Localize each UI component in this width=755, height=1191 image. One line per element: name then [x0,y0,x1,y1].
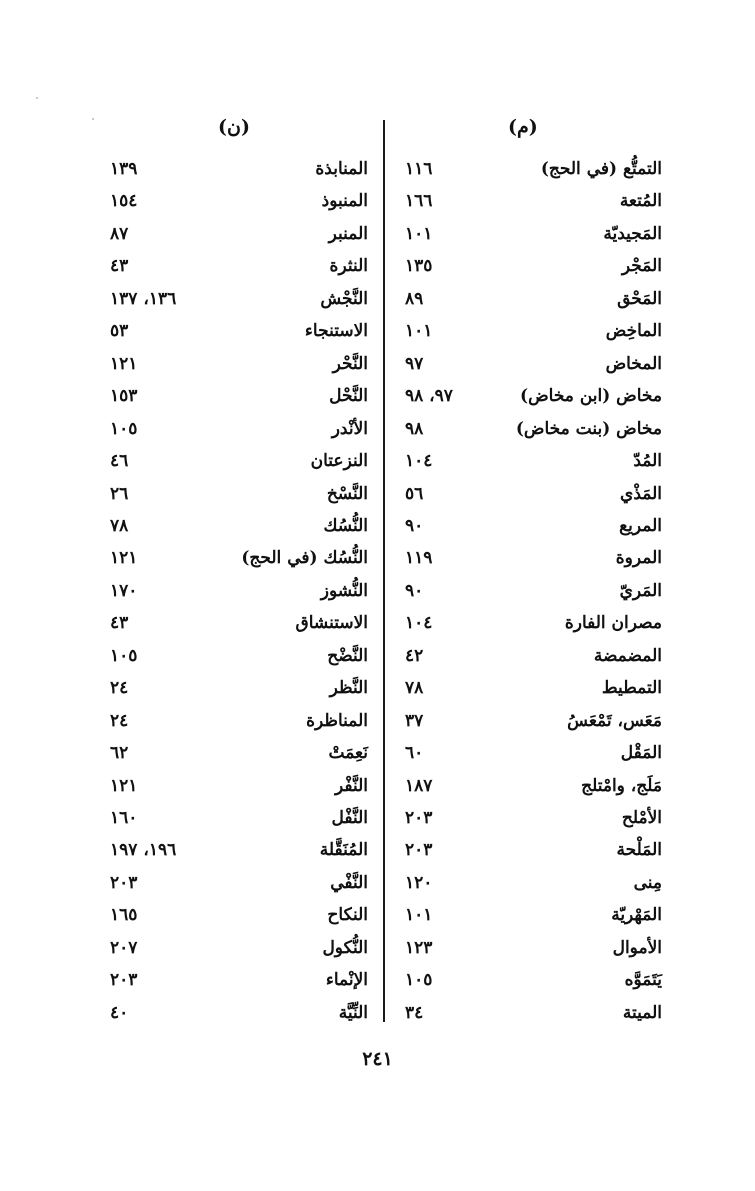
index-entry [110,900,368,930]
index-entry [405,998,662,1028]
index-term: مصران الفارة [564,613,662,634]
index-entry [405,543,662,573]
index-entry [110,543,368,573]
index-entry [405,349,662,379]
index-term: الإنْماء [325,970,368,991]
index-term: الأمْلح [621,808,662,828]
index-page-refs: ١٩٦، ١٩٧ [110,840,177,861]
index-term: المضمضة [593,645,662,666]
index-page-refs: ٩٠ [405,580,424,601]
index-term: المَهْريّة [611,905,662,926]
index-term: النَّضْح [327,645,368,666]
index-term: المنابذة [315,159,368,179]
index-entry [405,641,662,671]
index-page-refs: ١٠٥ [110,418,138,439]
index-entry [405,284,662,314]
index-entry [110,316,368,346]
index-page-refs: ٤٦ [110,451,129,472]
index-term: الأنْدر [331,418,368,439]
index-page-refs: ١٠٤ [405,613,433,634]
index-page-refs: ٢٦ [110,483,129,504]
index-entry [405,900,662,930]
index-page-refs: ١٠١ [405,223,433,244]
index-term: المَقْل [620,743,662,764]
index-entry [405,608,662,638]
index-term: النثرة [329,256,368,277]
index-page-refs: ٧٨ [110,515,129,536]
index-page-refs: ١٢٣ [405,937,433,958]
index-page-refs: ٤٣ [110,256,129,277]
page-number: ٢٤١ [362,1048,393,1070]
index-page-refs: ٢٠٧ [110,937,138,958]
index-term: المنبر [328,223,368,244]
index-term: المنبوذ [321,191,368,212]
index-page-refs: ١٧٠ [110,580,138,601]
index-entry [405,803,662,833]
index-term: يَتَمَوَّه [624,970,662,991]
index-entry [110,479,368,509]
index-page-refs: ١٠٥ [110,645,138,666]
speck-mark [92,118,94,120]
index-page-refs: ٢٠٣ [110,872,138,893]
index-term: المَذْي [620,483,662,504]
index-entry [110,511,368,541]
index-page-refs: ١١٩ [405,548,433,569]
index-term: النُّسُك (في الحج) [241,548,368,569]
index-entry [110,219,368,249]
index-term: الاستنجاء [304,321,368,342]
index-entry [110,803,368,833]
index-entry [110,933,368,963]
index-entry [405,154,662,184]
index-term: التمتُّع (في الحج) [540,159,662,179]
index-entry [110,381,368,411]
index-entry [405,414,662,444]
index-page-refs: ٩٧ [405,353,424,374]
index-page-refs: ٨٧ [110,223,129,244]
index-entry [405,251,662,281]
index-entry [405,965,662,995]
right-column-header: (م) [508,116,538,138]
index-term: النُّكول [322,937,368,958]
index-entry [110,673,368,703]
speck-mark [36,97,38,99]
index-term: الاستنشاق [295,613,368,634]
index-page-refs: ٩٠ [405,515,424,536]
index-term: المَحْق [617,288,662,309]
index-entry [110,576,368,606]
index-page-refs: ٦٠ [405,743,424,764]
index-entry [405,706,662,736]
index-page-refs: ٥٣ [110,321,129,342]
index-page-refs: ١٢١ [110,548,138,569]
index-page-refs: ١٥٣ [110,386,138,407]
index-entry [110,349,368,379]
index-entry [110,154,368,184]
index-entry [110,706,368,736]
index-entry [405,186,662,216]
index-term: المخاض [605,353,662,374]
index-term: المروة [615,548,662,569]
index-term: المَجيديّة [603,223,662,244]
index-page-refs: ٣٧ [405,710,424,731]
index-page-refs: ١١٦ [405,159,433,179]
index-term: مخاض (ابن مخاض) [520,386,662,407]
index-page-refs: ٨٩ [405,288,424,309]
index-term: النَّفْل [331,808,368,828]
index-term: النَّسْخ [326,483,368,504]
index-entry [110,608,368,638]
index-term: المُدّ [633,451,662,472]
index-page-refs: ٢٠٣ [110,970,138,991]
index-entry [405,933,662,963]
index-entry [110,446,368,476]
index-entry [405,446,662,476]
index-term: النُّشوز [320,580,368,601]
index-page-refs: ٣٤ [405,1002,424,1023]
index-entry [405,868,662,898]
index-page-refs: ٢٤ [110,710,129,731]
index-term: التمطيط [601,678,662,699]
index-page-refs: ١٠١ [405,905,433,926]
index-page-refs: ٢٠٣ [405,840,433,861]
index-term: النَّجْش [320,288,368,309]
index-page-refs: ٢٤ [110,678,129,699]
index-term: النِّيَّة [338,1002,368,1023]
index-entry [110,998,368,1028]
index-entry [110,965,368,995]
index-term: المناظرة [306,710,368,731]
index-term: مخاض (بنت مخاض) [515,418,662,439]
left-column-header: (ن) [218,116,250,138]
index-entry [405,316,662,346]
index-entry [110,835,368,865]
index-page-refs: ١٣٦، ١٣٧ [110,288,177,309]
index-term: النَّفْر [334,775,368,796]
index-term: المَريّ [619,580,662,601]
index-term: النزعتان [310,451,368,472]
index-page-refs: ٩٨ [405,418,424,439]
index-term: الأموال [612,937,662,958]
index-term: مِنى [633,872,662,893]
index-term: النَّحْر [332,353,368,374]
index-page-refs: ١٥٤ [110,191,138,212]
index-page-refs: ١٦٥ [110,905,138,926]
index-term: الميتة [622,1002,662,1023]
column-divider [383,120,385,1022]
index-term: مَعَس، تَمْعَسُ [567,710,662,731]
index-entry [405,576,662,606]
index-term: النَّظر [329,678,368,699]
index-page-refs: ١٨٧ [405,775,433,796]
index-term: النُّسُك [323,515,368,536]
index-entry [405,771,662,801]
index-page-refs: ١٦٦ [405,191,433,212]
index-term: نَعِمَتْ [328,743,368,764]
index-entry [110,186,368,216]
index-page-refs: ٢٠٣ [405,808,433,828]
index-term: النَّفْي [330,872,368,893]
index-term: النَّحْل [329,386,368,407]
index-entry [110,414,368,444]
index-entry [110,868,368,898]
index-entry [405,835,662,865]
index-page-refs: ١٣٥ [405,256,433,277]
index-term: المَجْر [621,256,662,277]
index-page-refs: ٤٣ [110,613,129,634]
index-term: المُنَقَّلة [319,840,368,861]
index-term: الماخِض [605,321,662,342]
index-page-refs: ٩٧، ٩٨ [405,386,453,407]
index-page-refs: ١٠٤ [405,451,433,472]
index-entry [110,251,368,281]
index-page-refs: ١٢١ [110,353,138,374]
index-entry [405,219,662,249]
index-page-refs: ٦٢ [110,743,129,764]
index-page-refs: ١٦٠ [110,808,138,828]
index-entry [110,641,368,671]
index-term: مَلَج، وامْتلج [581,775,662,796]
index-term: المَلْحة [616,840,662,861]
index-entry [405,738,662,768]
index-page-refs: ١٣٩ [110,159,138,179]
index-entry [110,771,368,801]
index-page-refs: ١٠٥ [405,970,433,991]
index-page-refs: ٤٢ [405,645,424,666]
index-entry [110,284,368,314]
index-page-refs: ١٢٠ [405,872,433,893]
index-page-refs: ١٠١ [405,321,433,342]
index-entry [405,511,662,541]
index-page-refs: ٤٠ [110,1002,129,1023]
index-term: المريع [619,515,662,536]
index-entry [405,479,662,509]
index-term: المُتعة [619,191,662,212]
index-page-refs: ٥٦ [405,483,424,504]
index-page-refs: ١٢١ [110,775,138,796]
index-page-refs: ٧٨ [405,678,424,699]
index-entry [405,381,662,411]
index-entry [110,738,368,768]
index-entry [405,673,662,703]
index-term: النكاح [327,905,368,926]
